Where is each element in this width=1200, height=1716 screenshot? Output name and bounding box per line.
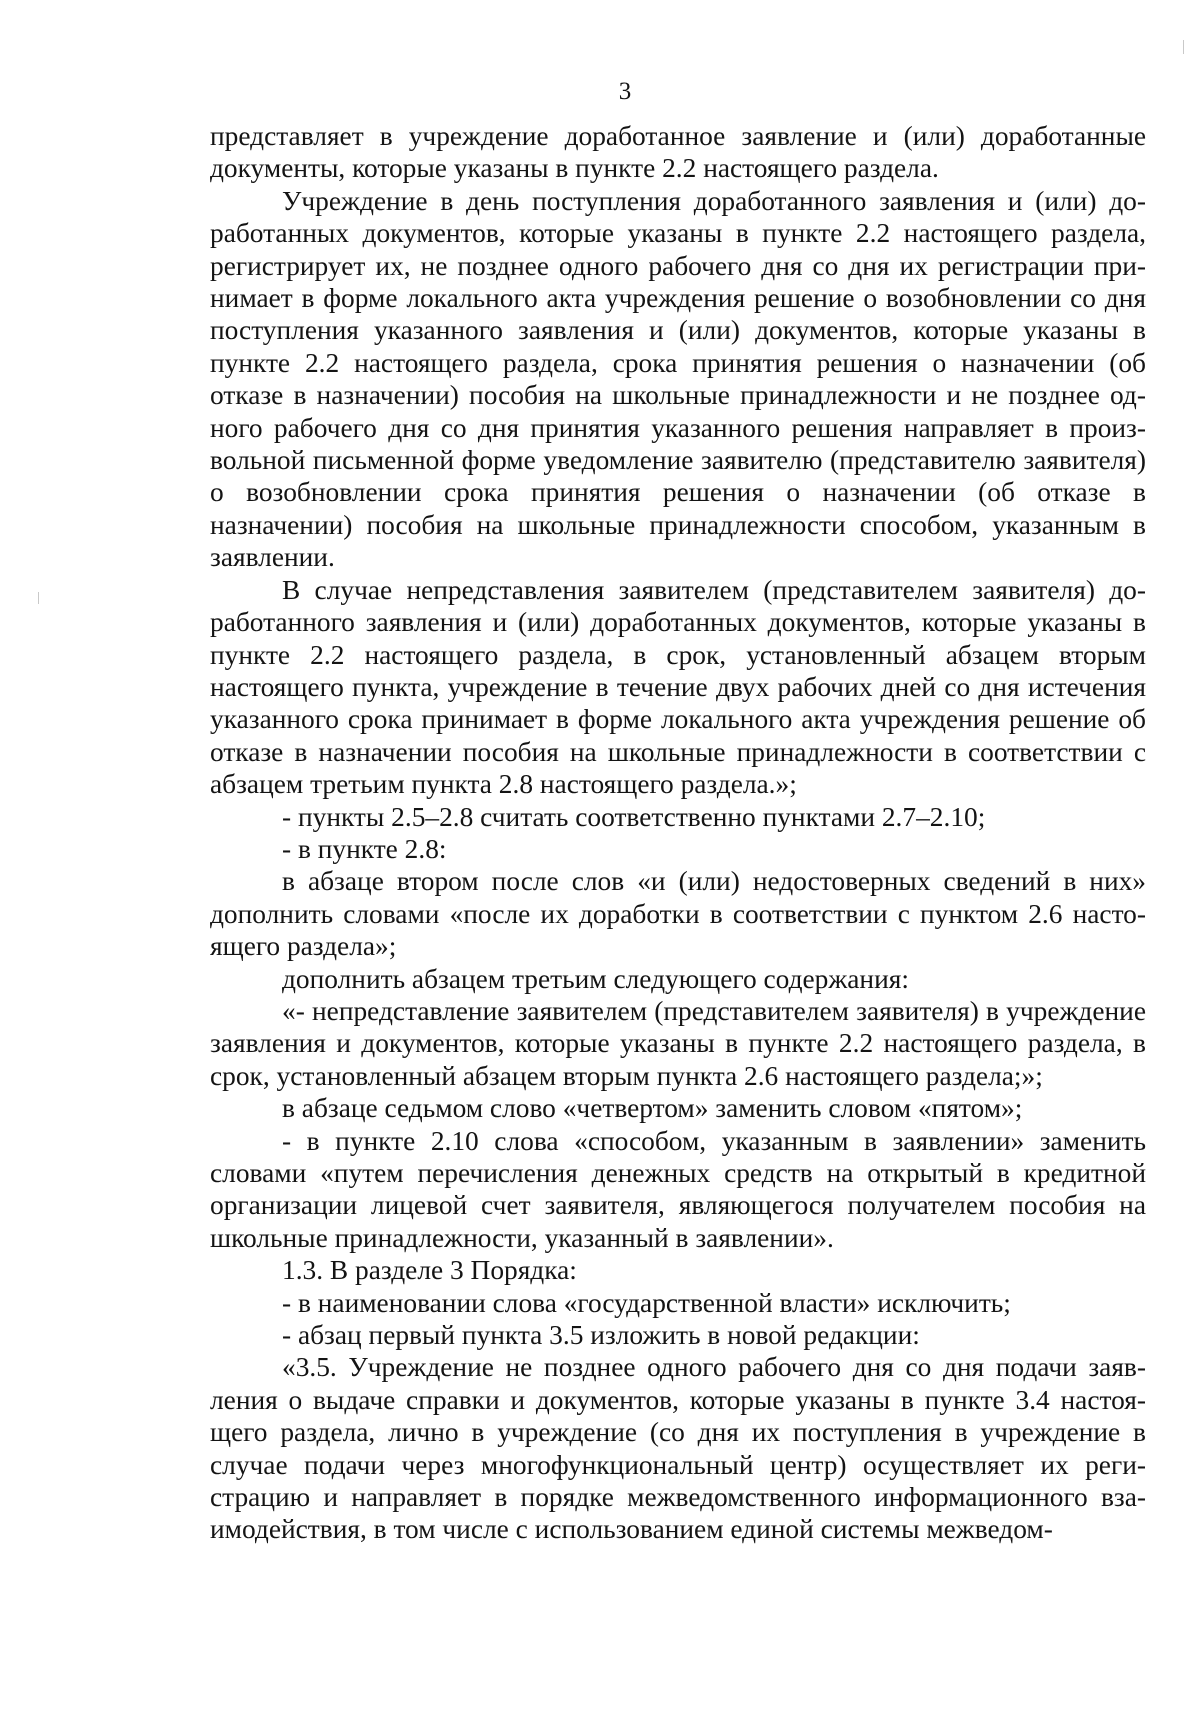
- paragraph-renewal-decision: Учреждение в день поступления доработанного заявления и (или) доработанных документов, которые указаны в пункте 2.2 настоящего раздела, регистрирует их, не позднее одного рабочего дня со дня их регистрации принимает в форме локального акта учреждения решение о возобновлении со дня поступления указанного заявления и (или) документов, которые указаны в пункте 2.2 настоящего раздела, срока принятия решения о назначении (об отказе в назначении) пособия на школьные принадлежности и не позднее одного рабочего дня со дня принятия указанного решения направляет в произвольной письменной форме уведомление заявителю (представителю заявителя) о возобновлении срока принятия решения о назначении (об отказе в назначении) пособия на школьные принадлежности способом, указанным в заявлении.: [210, 185, 1146, 573]
- paragraph-renumbering: - пункты 2.5–2.8 считать соответственно пунктами 2.7–2.10;: [282, 801, 986, 832]
- paragraph-quoted-ground: «- непредставление заявителем (представителем заявителя) в учреждение заявления и документов, которые указаны в пункте 2.2 настоящего раздела, в срок, установленный абзацем вторым пункта 2.6 настоящего раздела;»;: [210, 995, 1146, 1091]
- paragraph-second-abzac: в абзаце втором после слов «и (или) недостоверных сведений в них» дополнить словами «после их доработки в соответствии с пунктом 2.6 настоящего раздела»;: [210, 866, 1146, 962]
- paragraph-seventh-abzac: в абзаце седьмом слово «четвертом» заменить словом «пятом»;: [282, 1093, 1023, 1124]
- paragraph-point-3-5-intro: - абзац первый пункта 3.5 изложить в новой редакции:: [282, 1320, 920, 1351]
- page-number: 3: [618, 78, 632, 105]
- paragraph-continuation: представляет в учреждение доработанное заявление и (или) доработанные документы, которые указаны в пункте 2.2 настоящего раздела.: [210, 121, 1146, 184]
- scan-artifact: [1183, 40, 1184, 54]
- paragraph-add-third-abzac: дополнить абзацем третьим следующего содержания:: [282, 963, 909, 994]
- paragraph-point-3-5-text: «3.5. Учреждение не позднее одного рабочего дня со дня подачи заявления о выдаче справки и документов, которые указаны в пункте 3.4 настоящего раздела, лично в учреждение (со дня их поступления в учреждение в случае подачи через многофункциональный центр) осуществляет их регистрацию и направляет в порядке межведомственного информационного взаимодействия, в том числе с использованием единой системы межведом-: [210, 1352, 1146, 1545]
- scan-artifact: [38, 592, 39, 604]
- paragraph-section-3: 1.3. В разделе 3 Порядка:: [282, 1255, 577, 1286]
- paragraph-point-2-8: - в пункте 2.8:: [282, 833, 447, 864]
- paragraph-point-2-10: - в пункте 2.10 слова «способом, указанным в заявлении» заменить словами «путем перечисления денежных средств на открытый в кредитной организации лицевой счет заявителя, являющегося получателем пособия на школьные принадлежности, указанный в заявлении».: [210, 1125, 1146, 1253]
- document-body: [210, 120, 1146, 1546]
- paragraph-non-submission: В случае непредставления заявителем (представителем заявителя) доработанного заявления и (или) доработанных документов, которые указаны в пункте 2.2 настоящего раздела, в срок, установленный абзацем вторым настоящего пункта, учреждение в течение двух рабочих дней со дня истечения указанного срока принимает в форме локального акта учреждения решение об отказе в назначении пособия на школьные принадлежности в соответствии с абзацем третьим пункта 2.8 настоящего раздела.»;: [210, 574, 1146, 800]
- paragraph-name-change: - в наименовании слова «государственной власти» исключить;: [282, 1287, 1011, 1318]
